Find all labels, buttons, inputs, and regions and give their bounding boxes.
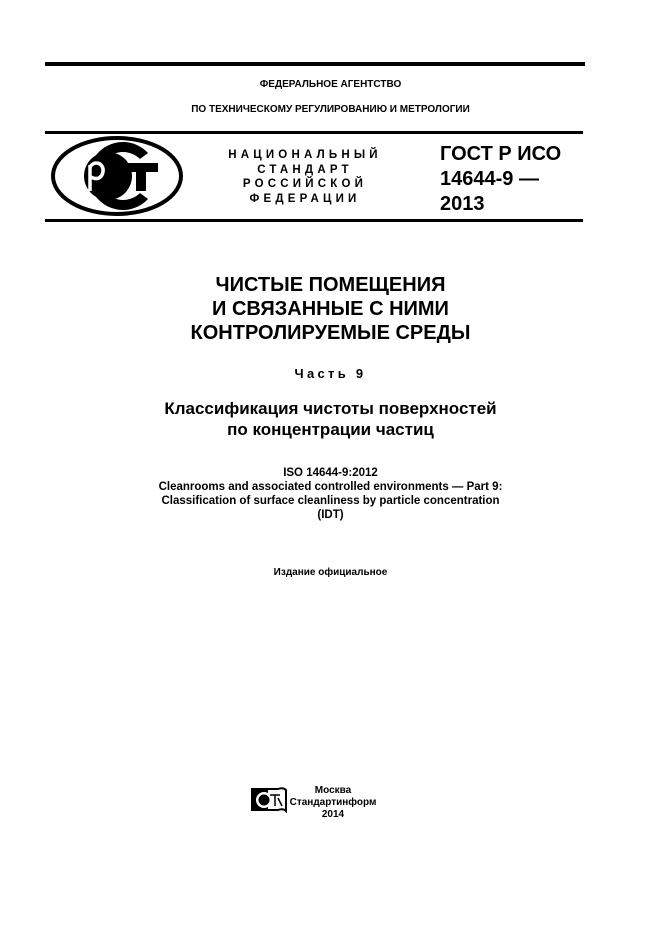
iso-title-line: Classification of surface cleanliness by particle concentration <box>161 495 500 507</box>
designation-line: ГОСТ Р ИСО <box>440 143 562 165</box>
standard-block-bottom-rule <box>45 219 583 222</box>
edition-label: Издание официальное <box>273 567 388 578</box>
designation-line: 2013 <box>440 193 485 215</box>
title-line: ЧИСТЫЕ ПОМЕЩЕНИЯ <box>215 274 446 296</box>
designation-line: 14644-9 — <box>440 168 539 190</box>
standard-designation <box>440 142 590 217</box>
national-standard-line: ФЕДЕРАЦИИ <box>249 192 361 205</box>
national-standard-line: НАЦИОНАЛЬНЫЙ <box>228 149 382 161</box>
top-rule <box>45 62 585 66</box>
subtitle-line: Классификация чистоты поверхностей <box>164 399 497 418</box>
publisher-year: 2014 <box>321 809 345 820</box>
national-standard-line: СТАНДАРТ <box>257 163 353 176</box>
publisher-name: Стандартинформ <box>289 797 377 808</box>
title-line: КОНТРОЛИРУЕМЫЕ СРЕДЫ <box>190 322 471 344</box>
document-title <box>0 273 661 345</box>
subtitle-line: по концентрации частиц <box>227 420 434 439</box>
iso-title-line: (IDT) <box>317 509 344 521</box>
publisher-city: Москва <box>314 785 352 796</box>
document-subtitle <box>0 398 661 440</box>
iso-number: ISO 14644-9:2012 <box>283 467 378 479</box>
standartinform-logo-icon <box>250 785 288 815</box>
agency-line-1: ФЕДЕРАЛЬНОЕ АГЕНТСТВО <box>259 79 402 90</box>
national-standard-line: РОССИЙСКОЙ <box>242 178 368 190</box>
iso-reference <box>0 466 661 522</box>
title-line: И СВЯЗАННЫЕ С НИМИ <box>212 298 449 320</box>
national-standard-label <box>210 148 400 206</box>
publisher-info <box>288 785 378 821</box>
gost-r-logo-icon <box>50 135 185 217</box>
standard-block-top-rule <box>45 131 583 134</box>
part-label: Часть 9 <box>294 366 367 381</box>
agency-line-2: ПО ТЕХНИЧЕСКОМУ РЕГУЛИРОВАНИЮ И МЕТРОЛОГИИ <box>191 104 470 115</box>
iso-title-line: Cleanrooms and associated controlled environments — Part 9: <box>158 481 503 493</box>
